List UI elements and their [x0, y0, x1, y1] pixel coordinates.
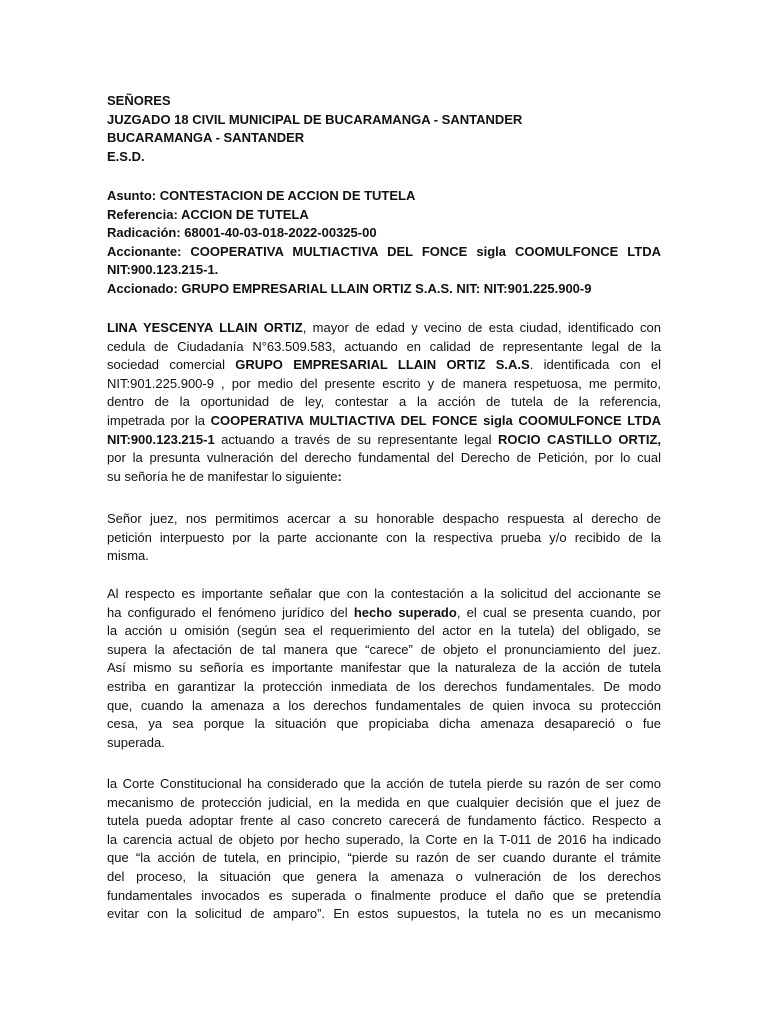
text-span: su señoría he de manifestar lo siguiente	[107, 468, 338, 484]
text-span: actuando a través de su representante legal	[214, 431, 498, 447]
court-name: JUZGADO 18 CIVIL MUNICIPAL DE BUCARAMANGA - SANTANDER	[107, 111, 523, 127]
accionante-nit-line: NIT:900.123.215-1.	[107, 262, 219, 278]
text-line: evitar con la solicitud de amparo”. En estos supuestos, la tutela no es un mecanismo	[107, 906, 661, 922]
text-span: ha configurado el fenómeno jurídico del	[107, 604, 354, 620]
paragraph-response	[107, 510, 661, 566]
cooperative-nit: NIT:900.123.215-1	[107, 431, 215, 447]
text-span: impetrada por la	[107, 412, 211, 428]
text-line: superada.	[107, 734, 165, 750]
representative-name: LINA YESCENYA LLAIN ORTIZ	[107, 320, 303, 335]
text-line: Señor juez, nos permitimos acercar a su honorable despacho respuesta al derecho de	[107, 511, 661, 526]
text-line: misma.	[107, 548, 149, 564]
text-line: tutela pueda adoptar frente al caso concreto carecerá de fundamento fáctico. Respecto a	[107, 813, 661, 829]
esd-line: E.S.D.	[107, 148, 145, 164]
text-line: por la presunta vulneración del derecho fundamental del Derecho de Petición, por lo cual	[107, 450, 661, 466]
text-line: mecanismo de protección judicial, en la medida en que cualquier decisión que el juez de	[107, 794, 661, 810]
text-line: del proceso, la situación que genera la amenaza o vulneración de los derechos	[107, 868, 661, 884]
text-span: , mayor de edad y vecino de esta ciudad, identificado con	[302, 320, 661, 335]
text-span: :	[337, 468, 342, 484]
text-line: la acción u omisión (según sea el requerimiento del actor en la tutela) del obligado, se	[107, 623, 661, 639]
court-city: BUCARAMANGA - SANTANDER	[107, 130, 305, 146]
legal-representative: ROCIO CASTILLO ORTIZ,	[497, 431, 661, 447]
text-line: Así mismo su señoría es importante manifestar que la naturaleza de la acción de tutela	[107, 660, 661, 676]
paragraph-intro	[107, 319, 661, 486]
text-line: petición interpuesto por la parte accionante con la respectiva prueba y/o recibido de la	[107, 529, 661, 545]
paragraph-corte-constitucional	[107, 775, 661, 924]
text-line	[107, 431, 661, 450]
text-line	[107, 604, 661, 623]
addressee-block	[107, 92, 661, 166]
text-line: cedula de Ciudadanía N°63.509.583, actuando en calidad de representante legal de la	[107, 338, 661, 354]
text-line: dentro de la oportunidad de ley, contestar a la acción de tutela de la referencia,	[107, 394, 661, 410]
text-line: estriba en garantizar la protección inmediata de los derechos fundamentales. De modo	[107, 678, 661, 694]
referencia-line: Referencia: ACCION DE TUTELA	[107, 206, 309, 222]
text-line: Al respecto es importante señalar que con la contestación a la solicitud del accionante se	[107, 586, 661, 601]
hecho-superado-term: hecho superado	[353, 604, 457, 620]
text-line: NIT:901.225.900-9 , por medio del presente escrito y de manera respetuosa, me permito,	[107, 375, 661, 391]
text-span: . identificada con el	[529, 357, 662, 373]
text-span: , el cual se presenta cuando, por	[456, 604, 661, 620]
text-span: sociedad comercial	[107, 357, 236, 373]
text-line: que “la acción de tutela, en principio, “pierde su razón de ser cuando durante el trámite	[107, 850, 661, 866]
text-line: la Corte Constitucional ha considerado que la acción de tutela pierde su razón de ser como	[107, 776, 661, 791]
text-line: fundamentales invocados es superada o finalmente produce el daño que se pretendía	[107, 887, 661, 903]
reference-block	[107, 187, 661, 299]
text-line: la carencia actual de objeto por hecho superado, la Corte en la T-011 de 2016 ha indicado	[107, 831, 661, 847]
text-line	[107, 356, 661, 375]
accionado-line: Accionado: GRUPO EMPRESARIAL LLAIN ORTIZ S.A.S. NIT: NIT:901.225.900-9	[107, 280, 592, 296]
text-line	[107, 412, 661, 431]
text-line	[107, 319, 661, 338]
asunto-line: Asunto: CONTESTACION DE ACCION DE TUTELA	[107, 188, 416, 203]
radicacion-line: Radicación: 68001-40-03-018-2022-00325-00	[107, 225, 377, 241]
text-line	[107, 468, 661, 487]
text-line: supera la afectación de tal manera que “carece” de objeto el pronunciamiento del juez.	[107, 641, 661, 657]
text-line: cesa, ya sea porque la situación que propiciaba dicha amenaza desapareció o fue	[107, 716, 661, 732]
text-line: que, cuando la amenaza a los derechos fundamentales de quien invoca su protección	[107, 697, 661, 713]
accionante-line: Accionante: COOPERATIVA MULTIACTIVA DEL FONCE sigla COOMULFONCE LTDA	[107, 243, 661, 259]
addressee-line: SEÑORES	[107, 93, 171, 108]
cooperative-name: COOPERATIVA MULTIACTIVA DEL FONCE sigla COOMULFONCE LTDA	[210, 412, 661, 428]
company-name: GRUPO EMPRESARIAL LLAIN ORTIZ S.A.S	[235, 357, 530, 373]
paragraph-hecho-superado	[107, 585, 661, 752]
